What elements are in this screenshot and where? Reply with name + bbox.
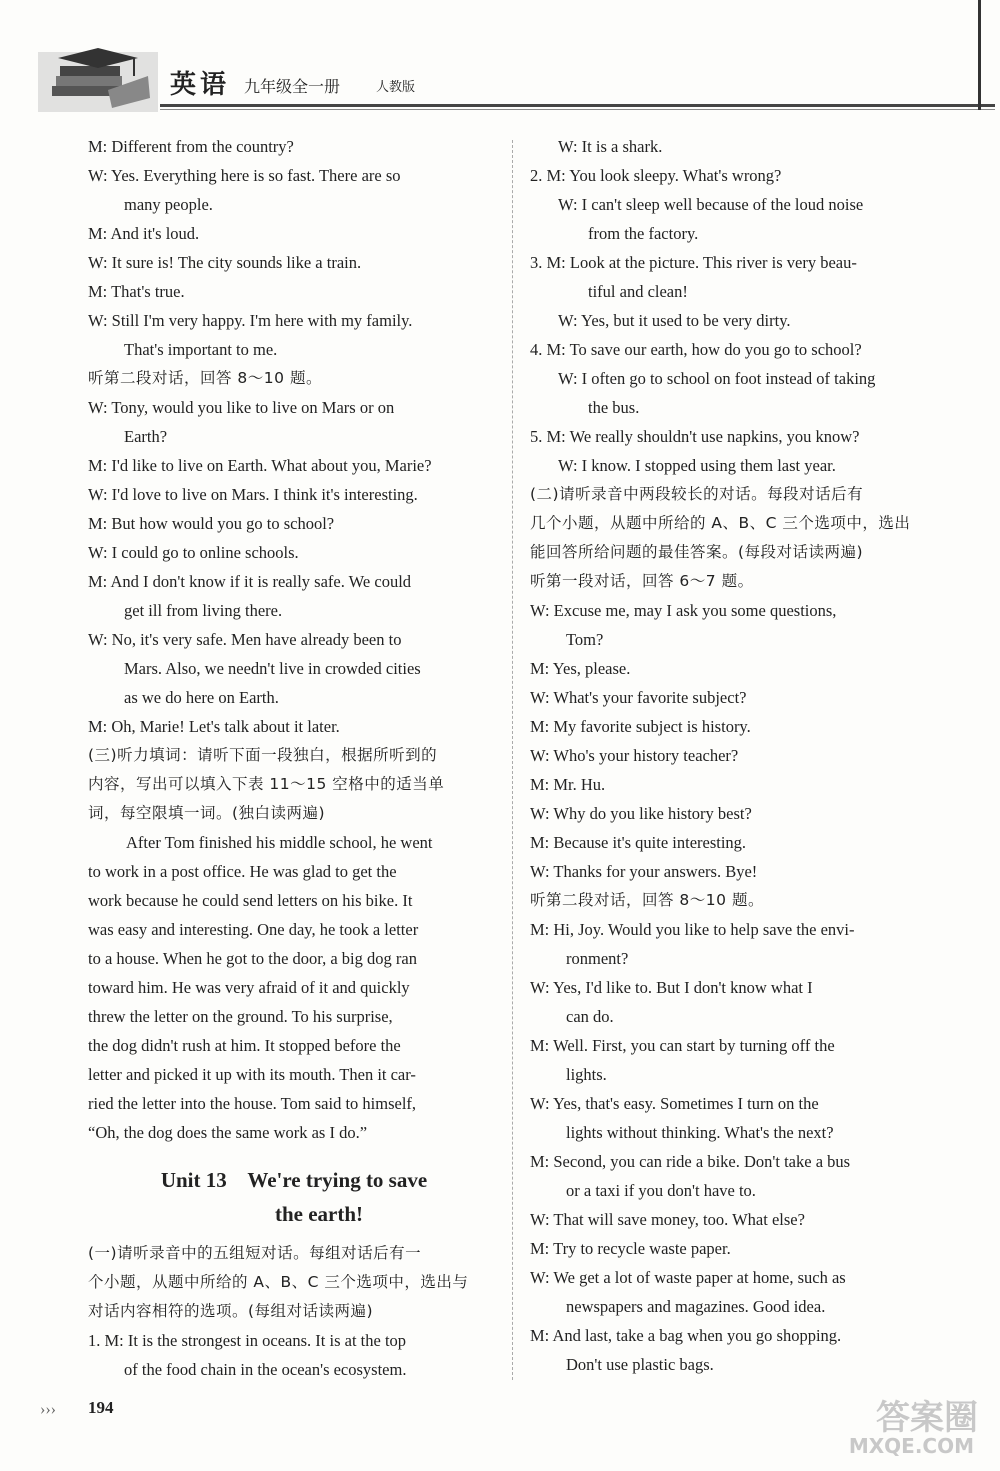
text-line: W: Excuse me, may I ask you some questions, [530, 601, 837, 620]
text-line: W: Tony, would you like to live on Mars or on [88, 398, 395, 417]
text-line: W: Yes, but it used to be very dirty. [558, 311, 791, 330]
text-line: Don't use plastic bags. [566, 1355, 714, 1374]
text-line: 1. M: It is the strongest in oceans. It is at the top [88, 1331, 407, 1350]
text-line: W: I'd love to live on Mars. I think it's interesting. [88, 485, 418, 504]
text-line: W: It is a shark. [558, 137, 663, 156]
text-line: W: Still I'm very happy. I'm here with my family. [88, 311, 413, 330]
text-line: W: I know. I stopped using them last year. [558, 456, 836, 475]
column-divider [512, 140, 513, 1380]
text-line: W: Yes, I'd like to. But I don't know what I [530, 978, 813, 997]
text-line: M: Try to recycle waste paper. [530, 1239, 731, 1258]
text-line: the bus. [588, 398, 640, 417]
text-line: M: And last, take a bag when you go shopping. [530, 1326, 842, 1345]
unit-title [88, 1163, 500, 1231]
header-rule [160, 104, 995, 107]
text-line: work because he could send letters on his bike. It [88, 891, 413, 910]
text-line: That's important to me. [124, 340, 278, 359]
text-line: to work in a post office. He was glad to get the [88, 862, 397, 881]
text-line: Tom? [566, 630, 604, 649]
text-line: 几个小题，从题中所给的 A、B、C 三个选项中，选出 [530, 514, 911, 532]
text-line: M: Second, you can ride a bike. Don't take a bus [530, 1152, 851, 1171]
text-line: ried the letter into the house. Tom said to himself, [88, 1094, 417, 1113]
text-line: letter and picked it up with its mouth. Then it car- [88, 1065, 416, 1084]
text-line: (二)请听录音中两段较长的对话。每段对话后有 [530, 485, 864, 503]
text-line: M: But how would you go to school? [88, 514, 335, 533]
left-column [88, 132, 500, 1384]
right-text-block [530, 132, 940, 1379]
text-line: W: I often go to school on foot instead of taking [558, 369, 876, 388]
text-line: M: Hi, Joy. Would you like to help save the envi- [530, 920, 855, 939]
page-arrows-icon: ››› [40, 1401, 56, 1418]
text-line: of the food chain in the ocean's ecosystem. [124, 1360, 407, 1379]
text-line: W: I could go to online schools. [88, 543, 299, 562]
text-line: W: Thanks for your answers. Bye! [530, 862, 758, 881]
text-line: M: I'd like to live on Earth. What about you, Marie? [88, 456, 432, 475]
text-line: 5. M: We really shouldn't use napkins, you know? [530, 427, 860, 446]
grade-label: 九年级全一册 [244, 77, 341, 96]
text-line: newspapers and magazines. Good idea. [566, 1297, 826, 1316]
text-line: was easy and interesting. One day, he took a letter [88, 920, 419, 939]
subject-title: 英语 [170, 70, 231, 100]
header-rule-thin [160, 109, 995, 110]
text-line: Mars. Also, we needn't live in crowded cities [124, 659, 421, 678]
text-line: the dog didn't rush at him. It stopped before the [88, 1036, 401, 1055]
text-line: 2. M: You look sleepy. What's wrong? [530, 166, 782, 185]
text-line: (三)听力填词：请听下面一段独白，根据所听到的 [88, 746, 438, 764]
watermark-url: MXQE.COM [848, 1434, 974, 1458]
text-line: W: Who's your history teacher? [530, 746, 739, 765]
text-line: M: Oh, Marie! Let's talk about it later. [88, 717, 340, 736]
text-line: can do. [566, 1007, 614, 1026]
text-line: 内容，写出可以填入下表 11～15 空格中的适当单 [88, 775, 445, 793]
unit-title-line-2: the earth! [274, 1202, 364, 1226]
text-line: as we do here on Earth. [124, 688, 279, 707]
text-line: W: I can't sleep well because of the loud noise [558, 195, 864, 214]
text-line: 听第一段对话，回答 6～7 题。 [530, 572, 754, 590]
text-line: to a house. When he got to the door, a big dog ran [88, 949, 417, 968]
watermark-logo: 答案圈 [876, 1398, 978, 1438]
text-line: M: Yes, please. [530, 659, 631, 678]
text-line: W: What's your favorite subject? [530, 688, 747, 707]
text-line: from the factory. [588, 224, 699, 243]
text-line: W: We get a lot of waste paper at home, such as [530, 1268, 846, 1287]
text-line: 词，每空限填一词。(独白读两遍) [88, 804, 326, 822]
text-line: M: Mr. Hu. [530, 775, 606, 794]
text-line: ronment? [566, 949, 629, 968]
text-line: M: Because it's quite interesting. [530, 833, 747, 852]
text-line: 听第二段对话，回答 8～10 题。 [88, 369, 322, 387]
text-line: M: That's true. [88, 282, 185, 301]
text-line: W: Why do you like history best? [530, 804, 752, 823]
edition-label: 人教版 [376, 80, 416, 95]
text-line: 能回答所给问题的最佳答案。(每段对话读两遍) [530, 543, 864, 561]
text-line: W: No, it's very safe. Men have already been to [88, 630, 402, 649]
text-line: toward him. He was very afraid of it and quickly [88, 978, 410, 997]
text-line: M: My favorite subject is history. [530, 717, 751, 736]
page-header [0, 0, 1000, 140]
text-line: tiful and clean! [588, 282, 688, 301]
text-line: lights without thinking. What's the next? [566, 1123, 834, 1142]
text-line: W: Yes. Everything here is so fast. There are so [88, 166, 401, 185]
books-mortarboard-icon [38, 46, 158, 112]
text-line: or a taxi if you don't have to. [566, 1181, 756, 1200]
left-text-after [88, 1239, 500, 1384]
unit-title-line-1: Unit 13 We're trying to save [160, 1168, 428, 1192]
text-line: W: It sure is! The city sounds like a train. [88, 253, 362, 272]
text-line: (一)请听录音中的五组短对话。每组对话后有一 [88, 1244, 422, 1262]
text-line: “Oh, the dog does the same work as I do.” [88, 1123, 368, 1142]
text-line: W: That will save money, too. What else? [530, 1210, 805, 1229]
page-number: 194 [88, 1398, 114, 1417]
page-edge-line [978, 0, 981, 110]
text-line: 听第二段对话，回答 8～10 题。 [530, 891, 764, 909]
text-line: lights. [566, 1065, 607, 1084]
text-line: many people. [124, 195, 213, 214]
text-line: threw the letter on the ground. To his surprise, [88, 1007, 393, 1026]
text-line: 个小题，从题中所给的 A、B、C 三个选项中，选出与 [88, 1273, 469, 1291]
text-line: 对话内容相符的选项。(每组对话读两遍) [88, 1302, 374, 1320]
text-line: After Tom finished his middle school, he went [126, 833, 433, 852]
text-line: M: Well. First, you can start by turning off the [530, 1036, 835, 1055]
right-column [530, 132, 940, 1379]
text-line: Earth? [124, 427, 168, 446]
text-line: M: And it's loud. [88, 224, 200, 243]
text-line: get ill from living there. [124, 601, 283, 620]
text-line: 4. M: To save our earth, how do you go to school? [530, 340, 862, 359]
text-line: M: Different from the country? [88, 137, 294, 156]
text-line: 3. M: Look at the picture. This river is very beau- [530, 253, 857, 272]
text-line: W: Yes, that's easy. Sometimes I turn on the [530, 1094, 819, 1113]
left-text-block [88, 132, 500, 1147]
text-line: M: And I don't know if it is really safe. We could [88, 572, 412, 591]
